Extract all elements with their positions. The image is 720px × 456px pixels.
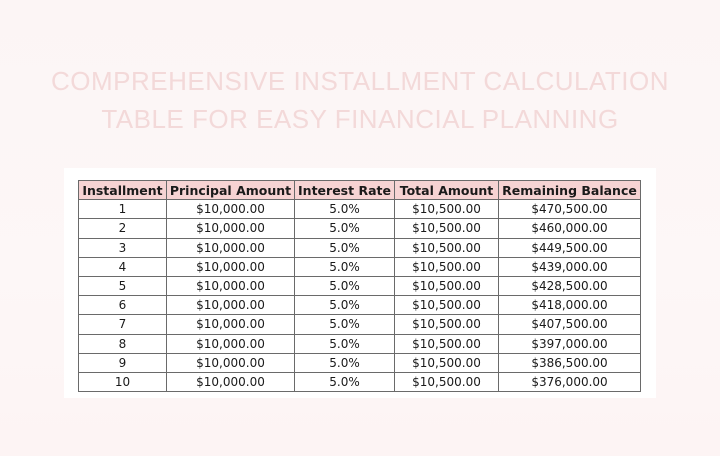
page-title-line-2: TABLE FOR EASY FINANCIAL PLANNING [101,104,619,134]
cell-remaining-balance[interactable]: $460,000.00 [499,219,641,238]
cell-installment[interactable]: 8 [79,334,167,353]
cell-remaining-balance[interactable]: $470,500.00 [499,200,641,219]
cell-total-amount[interactable]: $10,500.00 [395,219,499,238]
cell-total-amount[interactable]: $10,500.00 [395,353,499,372]
cell-principal-amount[interactable]: $10,000.00 [167,238,295,257]
cell-remaining-balance[interactable]: $449,500.00 [499,238,641,257]
cell-principal-amount[interactable]: $10,000.00 [167,334,295,353]
cell-principal-amount[interactable]: $10,000.00 [167,219,295,238]
page-title-line-1: COMPREHENSIVE INSTALLMENT CALCULATION [50,66,670,96]
header-installment[interactable]: Installment [79,181,167,200]
cell-remaining-balance[interactable]: $376,000.00 [499,372,641,391]
table-row [79,334,641,353]
cell-installment[interactable]: 4 [79,257,167,276]
cell-installment[interactable]: 2 [79,219,167,238]
cell-total-amount[interactable]: $10,500.00 [395,315,499,334]
table-row [79,238,641,257]
cell-total-amount[interactable]: $10,500.00 [395,296,499,315]
cell-total-amount[interactable]: $10,500.00 [395,238,499,257]
cell-total-amount[interactable]: $10,500.00 [395,257,499,276]
cell-remaining-balance[interactable]: $418,000.00 [499,296,641,315]
cell-interest-rate[interactable]: 5.0% [295,353,395,372]
table-row [79,257,641,276]
cell-installment[interactable]: 6 [79,296,167,315]
cell-principal-amount[interactable]: $10,000.00 [167,353,295,372]
table-row [79,276,641,295]
cell-interest-rate[interactable]: 5.0% [295,334,395,353]
cell-interest-rate[interactable]: 5.0% [295,200,395,219]
table-row [79,353,641,372]
cell-principal-amount[interactable]: $10,000.00 [167,296,295,315]
table-row [79,219,641,238]
cell-interest-rate[interactable]: 5.0% [295,276,395,295]
cell-total-amount[interactable]: $10,500.00 [395,334,499,353]
cell-interest-rate[interactable]: 5.0% [295,315,395,334]
cell-principal-amount[interactable]: $10,000.00 [167,200,295,219]
cell-principal-amount[interactable]: $10,000.00 [167,276,295,295]
header-principal-amount[interactable]: Principal Amount [167,181,295,200]
cell-installment[interactable]: 7 [79,315,167,334]
cell-installment[interactable]: 9 [79,353,167,372]
page-title [40,62,680,138]
cell-remaining-balance[interactable]: $386,500.00 [499,353,641,372]
cell-total-amount[interactable]: $10,500.00 [395,200,499,219]
installment-table [78,180,641,392]
cell-installment[interactable]: 10 [79,372,167,391]
cell-total-amount[interactable]: $10,500.00 [395,372,499,391]
cell-remaining-balance[interactable]: $439,000.00 [499,257,641,276]
header-interest-rate[interactable]: Interest Rate [295,181,395,200]
cell-remaining-balance[interactable]: $397,000.00 [499,334,641,353]
cell-installment[interactable]: 5 [79,276,167,295]
cell-interest-rate[interactable]: 5.0% [295,238,395,257]
cell-principal-amount[interactable]: $10,000.00 [167,372,295,391]
cell-installment[interactable]: 1 [79,200,167,219]
cell-interest-rate[interactable]: 5.0% [295,372,395,391]
cell-interest-rate[interactable]: 5.0% [295,257,395,276]
table-row [79,315,641,334]
cell-principal-amount[interactable]: $10,000.00 [167,315,295,334]
cell-interest-rate[interactable]: 5.0% [295,219,395,238]
table-row [79,296,641,315]
header-remaining-balance[interactable]: Remaining Balance [499,181,641,200]
cell-interest-rate[interactable]: 5.0% [295,296,395,315]
cell-remaining-balance[interactable]: $407,500.00 [499,315,641,334]
cell-remaining-balance[interactable]: $428,500.00 [499,276,641,295]
table-row [79,372,641,391]
cell-principal-amount[interactable]: $10,000.00 [167,257,295,276]
table-row [79,200,641,219]
header-total-amount[interactable]: Total Amount [395,181,499,200]
cell-total-amount[interactable]: $10,500.00 [395,276,499,295]
cell-installment[interactable]: 3 [79,238,167,257]
table-header-row [79,181,641,200]
